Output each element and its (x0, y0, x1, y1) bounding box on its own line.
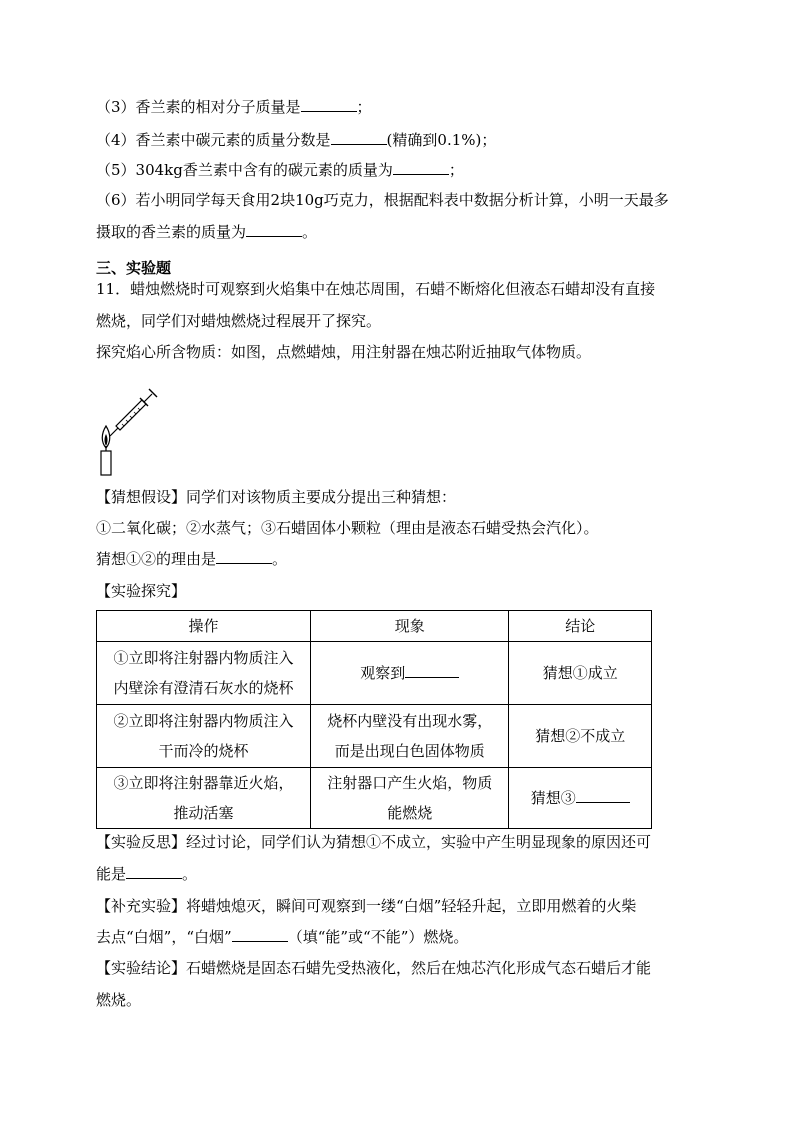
conclusion-line1: 【实验结论】石蜡燃烧是固态石蜡先受热液化，然后在烛芯汽化形成气态石蜡后才能 (96, 959, 652, 977)
conclusion-cell: 猜想①成立 (509, 642, 652, 705)
question-4: （4）香兰素中碳元素的质量分数是 (精确到0.1%)； (96, 131, 497, 149)
answer-blank[interactable] (216, 549, 272, 564)
supplement-line1: 【补充实验】将蜡烛熄灭，瞬间可观察到一缕“白烟”轻轻升起，立即用燃着的火柴 (96, 897, 637, 915)
operation-cell: ③立即将注射器靠近火焰， 推动活塞 (97, 768, 311, 829)
header-operation: 操作 (97, 611, 311, 642)
hypothesis-intro: 【猜想假设】同学们对该物质主要成分提出三种猜想： (96, 488, 457, 506)
question-3: （3）香兰素的相对分子质量是 ； (96, 98, 372, 116)
table-row (97, 642, 652, 705)
explore-text: 探究焰心所含物质：如图，点燃蜡烛，用注射器在烛芯附近抽取气体物质。 (96, 343, 592, 361)
answer-blank[interactable] (331, 130, 387, 145)
reflection-line1: 【实验反思】经过讨论，同学们认为猜想①不成立，实验中产生明显现象的原因还可 (96, 833, 652, 851)
operation-cell: ①立即将注射器内物质注入 内壁涂有澄清石灰水的烧杯 (97, 642, 311, 705)
question-6-line2: 摄取的香兰素的质量为 。 (96, 223, 318, 241)
question-11-line2: 燃烧，同学们对蜡烛燃烧过程展开了探究。 (96, 312, 382, 330)
answer-blank[interactable] (393, 160, 449, 175)
table-row (97, 705, 652, 768)
section-title: 三、实验题 (96, 259, 172, 277)
syringe-icon (110, 389, 157, 436)
answer-blank[interactable] (301, 97, 357, 112)
phenomenon-cell: 烧杯内壁没有出现水雾， 而是出现白色固体物质 (311, 705, 509, 768)
answer-blank[interactable] (405, 663, 459, 678)
answer-blank[interactable] (246, 222, 302, 237)
hypotheses: ①二氧化碳；②水蒸气；③石蜡固体小颗粒（理由是液态石蜡受热会汽化）。 (96, 519, 599, 537)
conclusion-cell: 猜想②不成立 (509, 705, 652, 768)
experiment-table (96, 610, 652, 829)
phenomenon-cell: 观察到 (311, 642, 509, 705)
candle-syringe-figure (96, 372, 160, 476)
hypothesis-reason: 猜想①②的理由是 。 (96, 550, 288, 568)
question-6-line1: （6）若小明同学每天食用2块10g巧克力，根据配料表中数据分析计算，小明一天最多 (96, 191, 669, 209)
supplement-line2: 去点“白烟”，“白烟” （填“能”或“不能”）燃烧。 (96, 928, 469, 946)
question-11-line1: 11．蜡烛燃烧时可观察到火焰集中在烛芯周围，石蜡不断熔化但液态石蜡却没有直接 (96, 280, 656, 298)
conclusion-cell: 猜想③ (509, 768, 652, 829)
reflection-line2: 能是 。 (96, 865, 198, 883)
candle-icon (101, 426, 111, 475)
experiment-heading: 【实验探究】 (96, 582, 187, 600)
answer-blank[interactable] (126, 864, 182, 879)
answer-blank[interactable] (576, 788, 630, 803)
header-conclusion: 结论 (509, 611, 652, 642)
phenomenon-cell: 注射器口产生火焰，物质 能燃烧 (311, 768, 509, 829)
header-phenomenon: 现象 (311, 611, 509, 642)
conclusion-line2: 燃烧。 (96, 991, 142, 1009)
operation-cell: ②立即将注射器内物质注入 干而冷的烧杯 (97, 705, 311, 768)
question-5: （5）304kg香兰素中含有的碳元素的质量为 ； (96, 161, 464, 179)
answer-blank[interactable] (232, 927, 288, 942)
table-row (97, 768, 652, 829)
